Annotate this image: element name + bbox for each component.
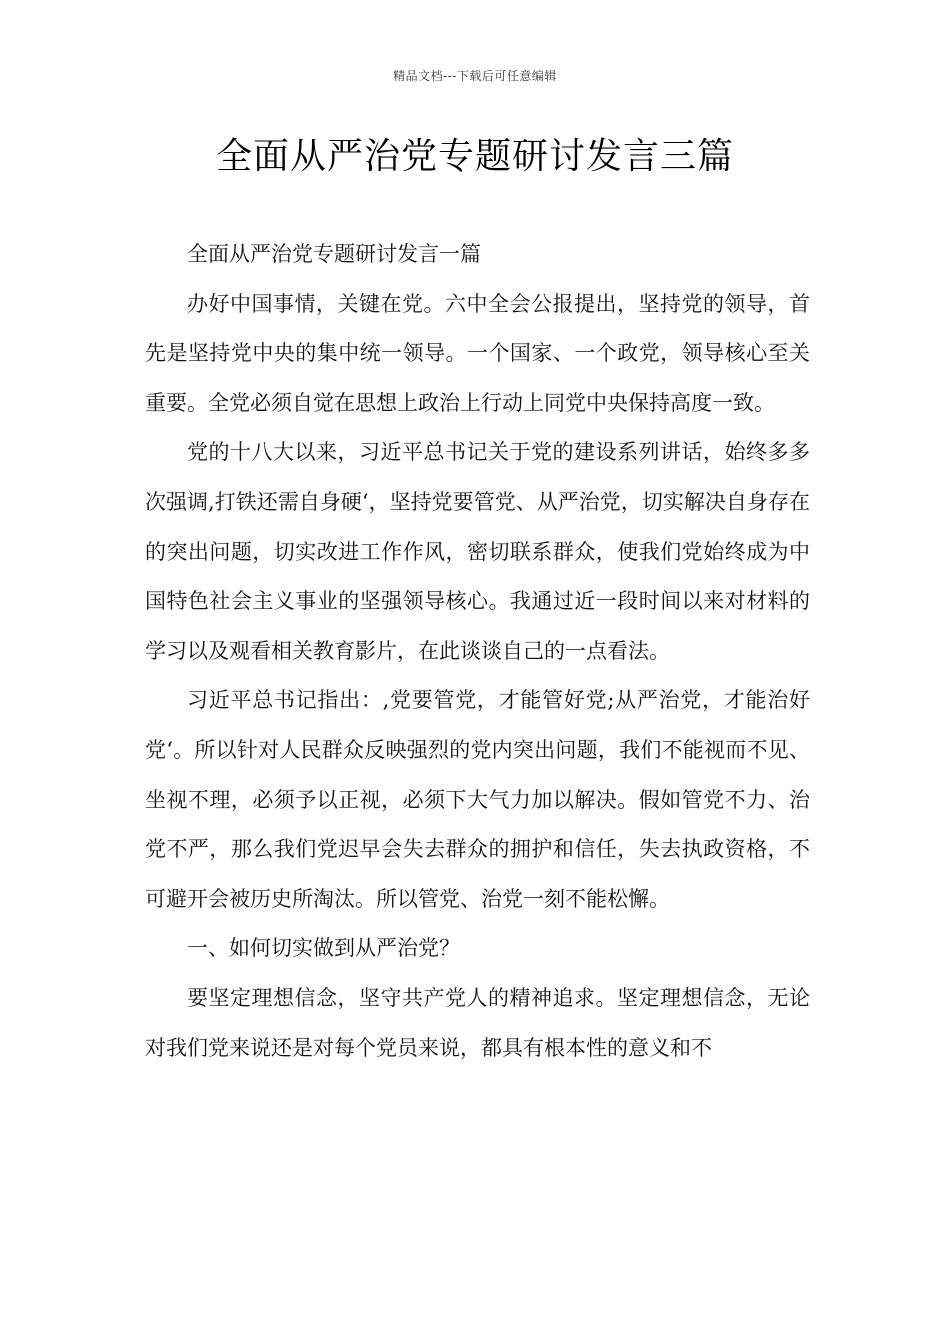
body-paragraph: 习近平总书记指出：,党要管党，才能管好党;从严治党，才能治好党‘。所以针对人民群众反映强烈的党内突出问题，我们不能视而不见、坐视不理，必须予以正视，必须下大气力加以解决。假如管党不力、治党不严，那么我们党迟早会失去群众的拥护和信任，失去执政资格，不可避开会被历史所淘汰。所以管党、治党一刻不能松懈。 xyxy=(145,688,810,911)
body-paragraph: 办好中国事情，关键在党。六中全会公报提出，坚持党的领导，首先是坚持党中央的集中统一领导。一个国家、一个政党，领导核心至关重要。全党必须自觉在思想上政治上行动上同党中央保持高度一致。 xyxy=(145,291,810,415)
document-body xyxy=(145,230,810,1073)
subtitle-paragraph: 全面从严治党专题研讨发言一篇 xyxy=(187,242,481,266)
document-title: 全面从严治党专题研讨发言三篇 xyxy=(215,136,734,177)
body-paragraph: 要坚定理想信念，坚守共产党人的精神追求。坚定理想信念，无论对我们党来说还是对每个党员来说，都具有根本性的意义和不 xyxy=(145,985,810,1060)
body-paragraph: 党的十八大以来，习近平总书记关于党的建设系列讲话，始终多多次强调,打铁还需自身硬‘，坚持党要管党、从严治党，切实解决自身存在的突出问题，切实改进工作作风，密切联系群众，使我们党始终成为中国特色社会主义事业的坚强领导核心。我通过近一段时间以来对材料的学习以及观看相关教育影片，在此谈谈自己的一点看法。 xyxy=(145,440,810,663)
header-note: 精品文档---下载后可任意编辑 xyxy=(393,69,557,83)
section-heading: 一、如何切实做到从严治党？ xyxy=(187,936,460,961)
